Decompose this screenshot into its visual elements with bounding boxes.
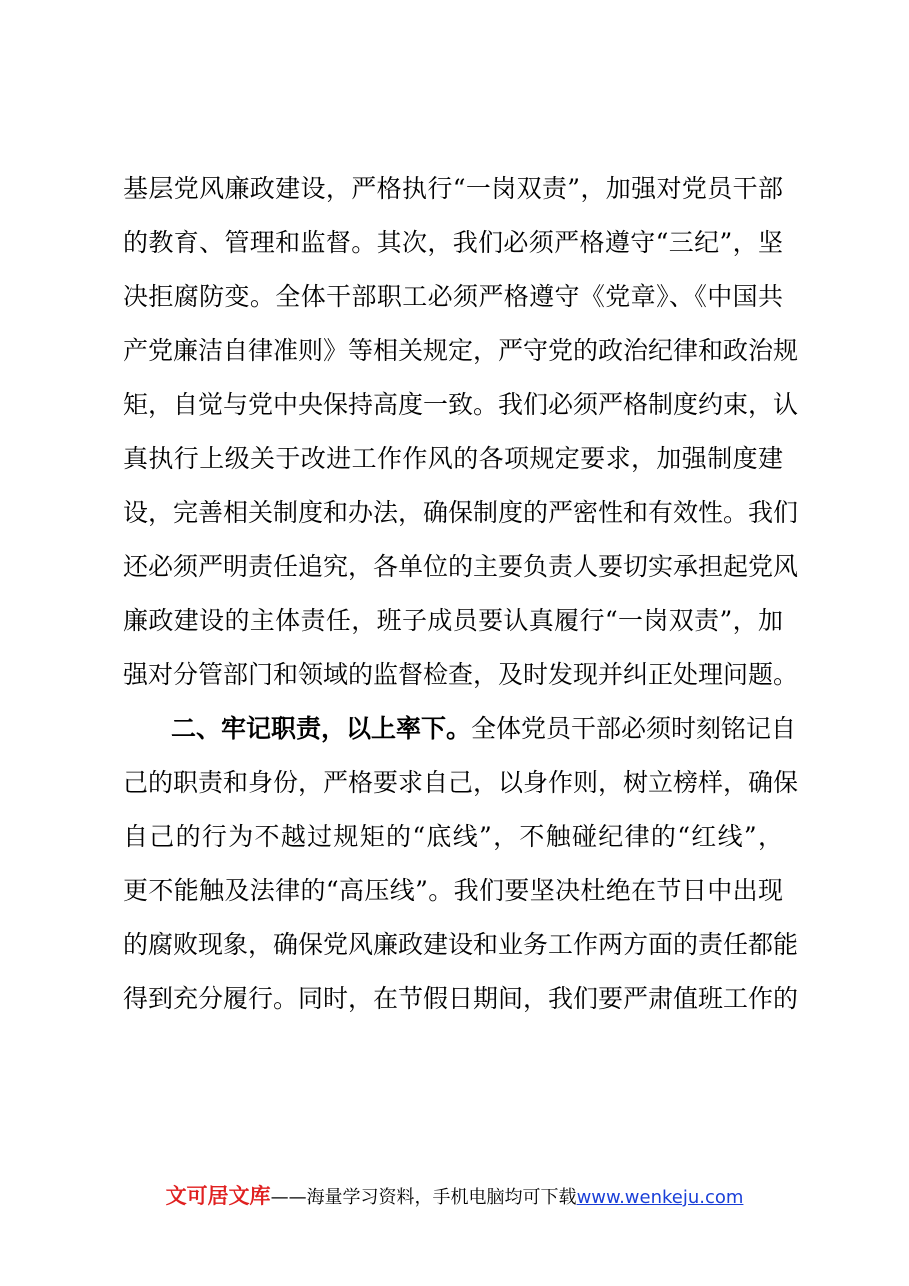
footer-site-link[interactable]: www.wenkeju.com (576, 1187, 744, 1208)
section-two-first-line-text: 全体党员干部必须时刻铭记自 (471, 714, 797, 743)
text-line-6: 真执行上级关于改进工作作风的各项规定要求，加强制度建 (123, 444, 783, 473)
text-line-2: 的教育、管理和监督。其次，我们必须严格遵守“三纪”，坚 (123, 228, 783, 257)
text-line-5: 矩，自觉与党中央保持高度一致。我们必须严格制度约束，认 (123, 390, 799, 419)
body-text (123, 162, 799, 1026)
text-line-8: 还必须严明责任追究，各单位的主要负责人要切实承担起党风 (123, 552, 799, 581)
section-two-line-3: 自己的行为不越过规矩的“底线”，不触碰纪律的“红线”， (123, 822, 783, 851)
footer-tagline: ——海量学习资料，手机电脑均可下载 (270, 1187, 577, 1208)
text-line-4: 产党廉洁自律准则》等相关规定，严守党的政治纪律和政治规 (123, 336, 799, 365)
section-two-line-2: 己的职责和身份，严格要求自己，以身作则，树立榜样，确保 (123, 768, 799, 797)
text-line-10: 强对分管部门和领域的监督检查，及时发现并纠正处理问题。 (123, 660, 799, 689)
section-two-first-line (123, 702, 797, 756)
section-two-line-6: 得到充分履行。同时，在节假日期间，我们要严肃值班工作的 (123, 984, 799, 1013)
section-two-heading: 二、牢记职责，以上率下。 (171, 714, 472, 743)
footer-brand: 文可居文库 (165, 1184, 271, 1208)
section-two-line-5: 的腐败现象，确保党风廉政建设和业务工作两方面的责任都能 (123, 930, 799, 959)
text-line-9: 廉政建设的主体责任，班子成员要认真履行“一岗双责”，加 (123, 606, 783, 635)
text-line-3: 决拒腐防变。全体干部职工必须严格遵守《党章》、《中国共 (123, 282, 783, 311)
text-line-1: 基层党风廉政建设，严格执行“一岗双责”，加强对党员干部 (123, 174, 783, 203)
section-two-line-4: 更不能触及法律的“高压线”。我们要坚决杜绝在节日中出现 (123, 876, 783, 905)
footer-banner (0, 1180, 909, 1210)
text-line-7: 设，完善相关制度和办法，确保制度的严密性和有效性。我们 (123, 498, 799, 527)
